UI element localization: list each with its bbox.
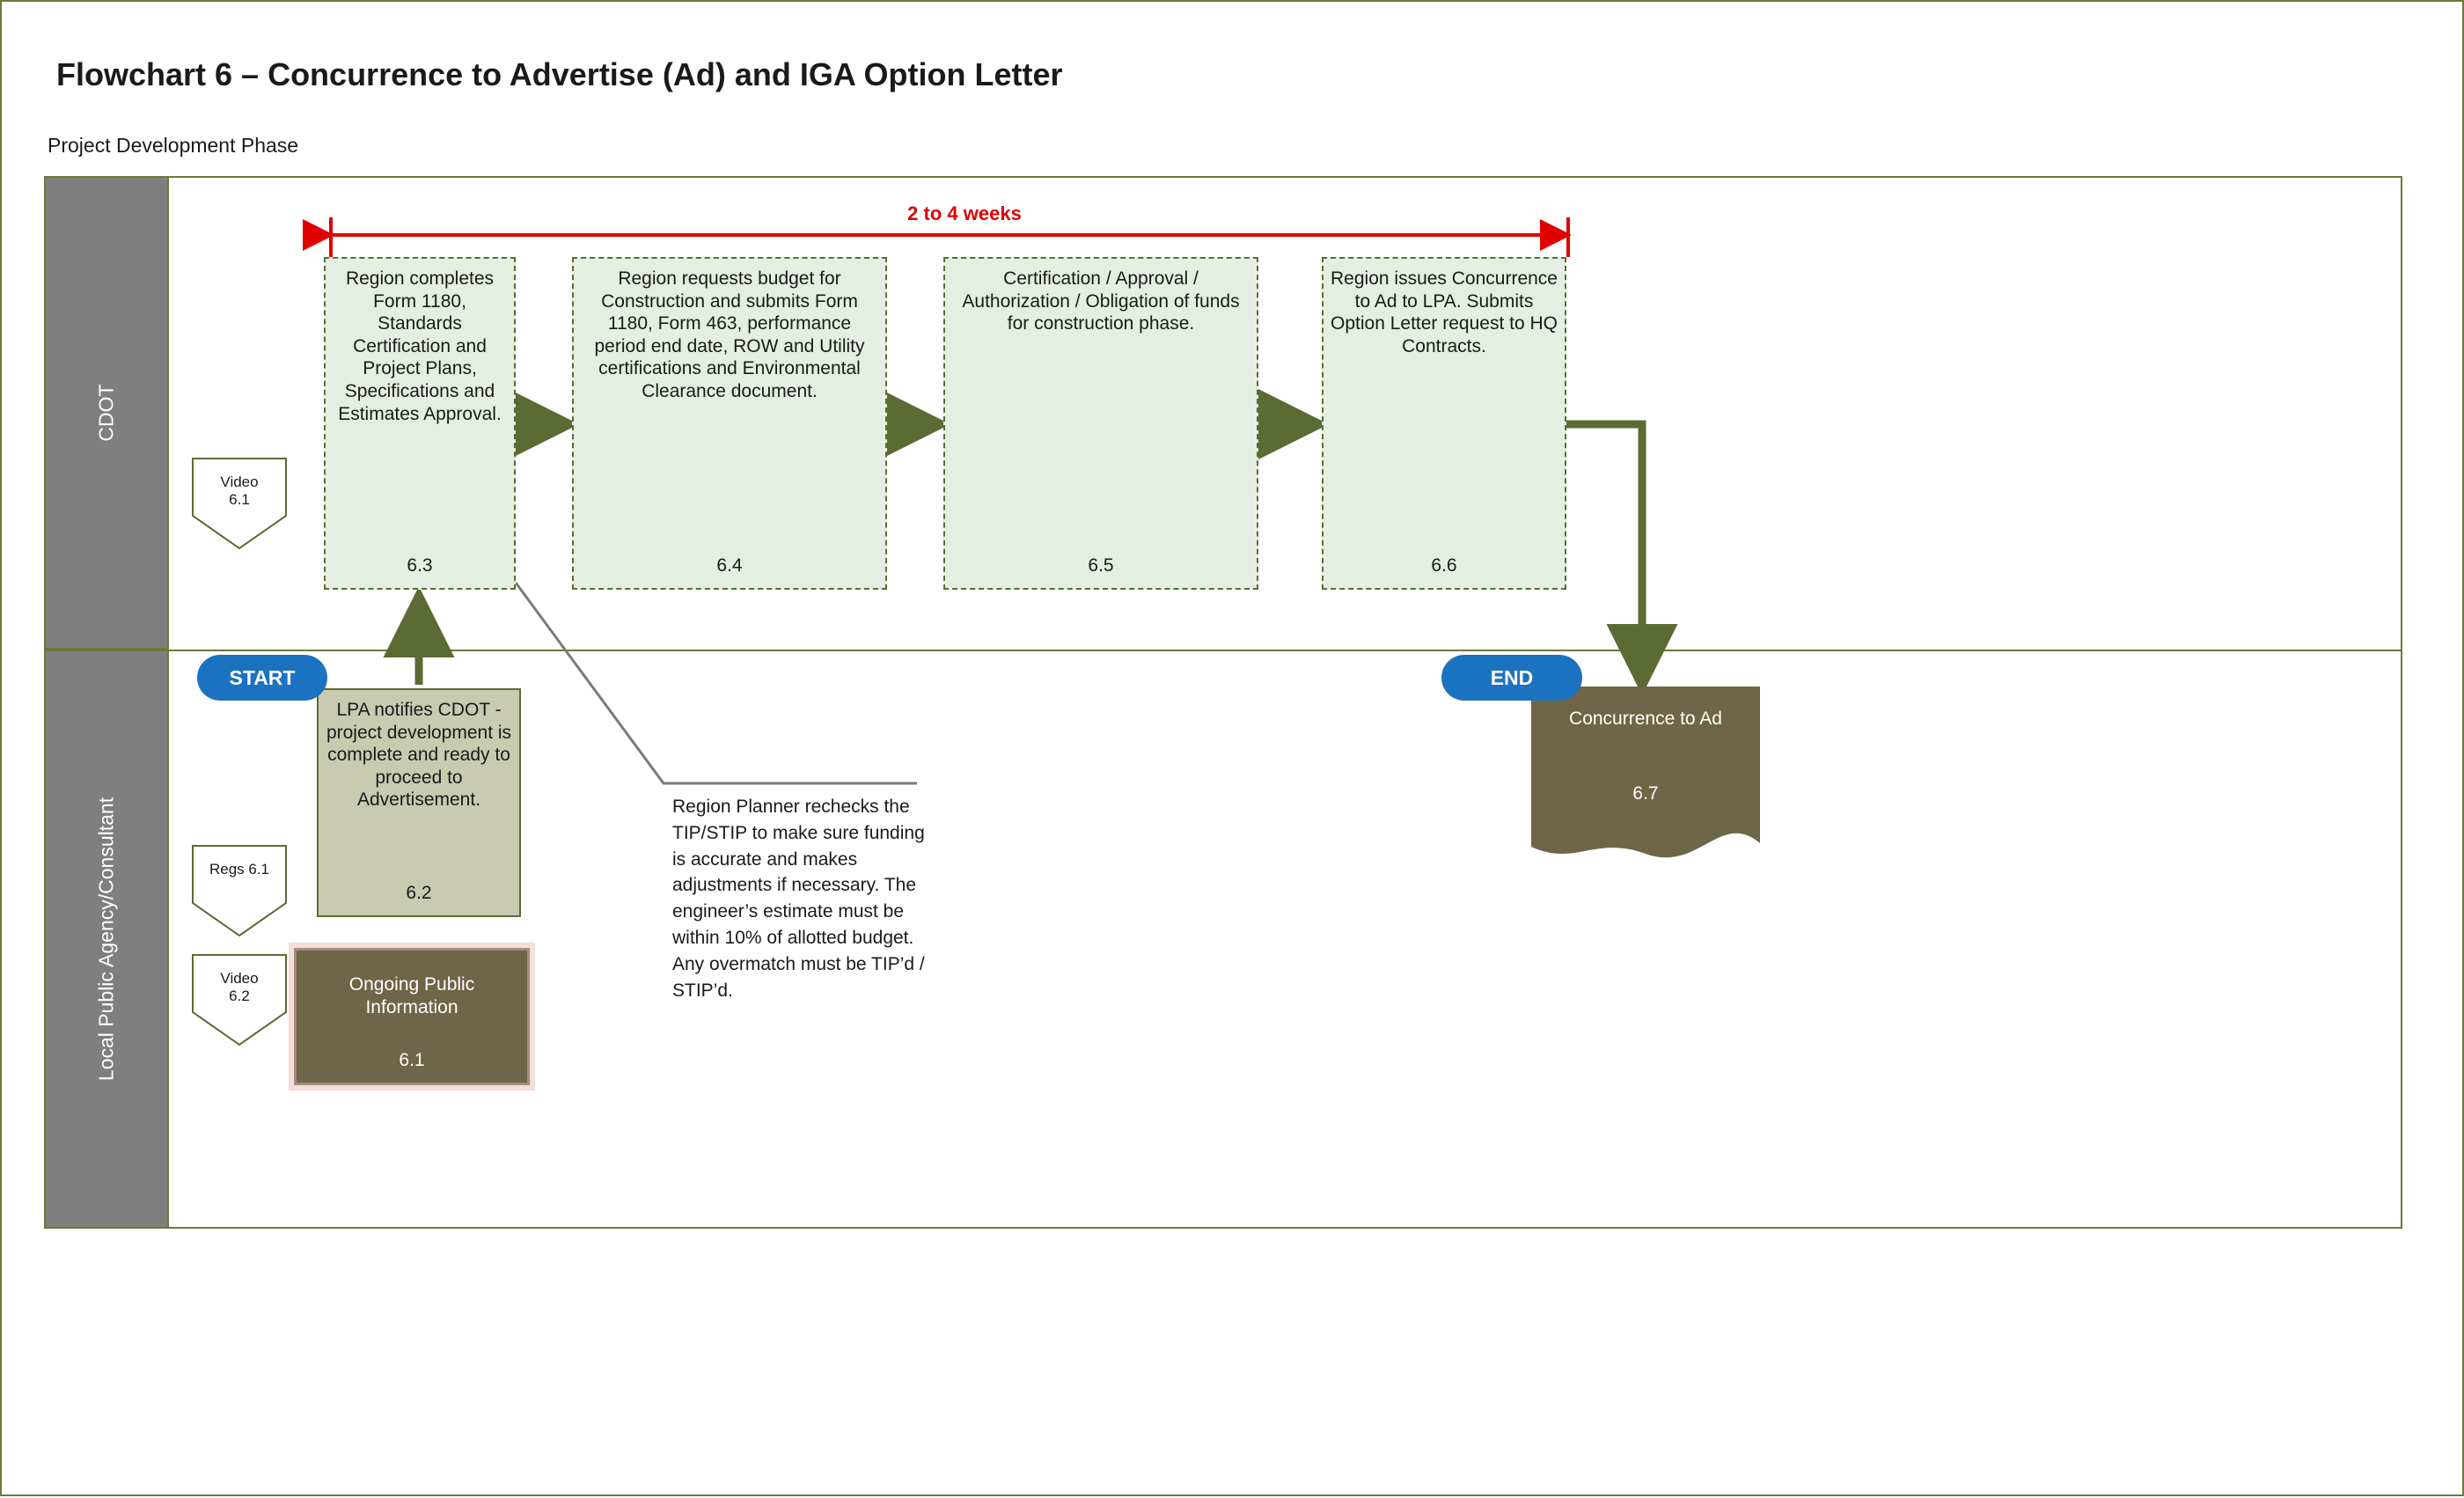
process-box-6-4-number: 6.4 [716, 555, 743, 576]
duration-label: 2 to 4 weeks [907, 202, 1022, 224]
process-box-6-5-text: Certification / Approval / Authorization / Obligation of funds for construction phase. [962, 268, 1240, 334]
process-box-6-1[interactable] [294, 948, 530, 1085]
pentagon-shape [192, 845, 287, 936]
lane-label-lpa: Local Public Agency/Consultant [94, 797, 118, 1082]
lane-header-lpa [44, 650, 169, 1229]
process-box-6-2-text: LPA notifies CDOT - project development is complete and ready to proceed to Advertisement. [326, 700, 512, 811]
process-box-6-1-number: 6.1 [399, 1050, 425, 1071]
process-box-6-4[interactable] [572, 257, 887, 590]
marker-regs-6-1-line1: Regs 6.1 [209, 861, 270, 878]
end-marker[interactable]: END [1441, 655, 1582, 701]
process-box-6-2-number: 6.2 [406, 883, 432, 904]
process-box-6-2[interactable] [317, 688, 521, 917]
marker-regs-6-1[interactable] [192, 845, 287, 936]
process-box-6-6[interactable] [1322, 257, 1566, 590]
marker-video-6-2[interactable] [192, 954, 287, 1046]
page-title: Flowchart 6 – Concurrence to Advertise (Ad) and IGA Option Letter [56, 56, 1063, 92]
swimlane-divider [44, 650, 2402, 651]
process-box-6-4-text: Region requests budget for Construction and submits Form 1180, Form 463, performance period end date, ROW and Utility certifications and Environmental Clearance document. [594, 268, 865, 402]
process-box-6-1-text: Ongoing Public Information [348, 974, 475, 1017]
marker-video-6-1-label [192, 474, 287, 510]
document-box-6-7-text: Concurrence to Ad [1569, 709, 1722, 729]
document-box-6-7-number: 6.7 [1632, 783, 1659, 804]
process-box-6-3[interactable] [324, 257, 516, 590]
marker-video-6-2-line1: Video [220, 970, 259, 987]
lane-label-cdot: CDOT [94, 384, 118, 442]
process-box-6-6-number: 6.6 [1431, 555, 1457, 576]
process-box-6-5[interactable] [943, 257, 1258, 590]
marker-video-6-1[interactable] [192, 458, 287, 549]
process-box-6-3-text: Region completes Form 1180, Standards Certification and Project Plans, Specifications and Estimates Approval. [338, 268, 502, 424]
marker-video-6-1-line1: Video [220, 474, 259, 490]
marker-video-6-1-line2: 6.1 [229, 491, 250, 509]
process-box-6-3-number: 6.3 [407, 555, 433, 576]
start-marker[interactable]: START [197, 655, 327, 701]
lane-header-cdot [44, 176, 169, 650]
annotation-note: Region Planner rechecks the TIP/STIP to make sure funding is accurate and makes adjustments if necessary. The engineer’s estimate must be within 10% of allotted budget. Any overmatch must be TIP’d / STIP’d. [672, 797, 925, 1001]
marker-video-6-2-line2: 6.2 [229, 988, 250, 1005]
document-box-6-7[interactable] [1531, 687, 1760, 871]
process-box-6-5-number: 6.5 [1088, 555, 1114, 576]
marker-video-6-2-label [192, 970, 287, 1006]
process-box-6-6-text: Region issues Concurrence to Ad to LPA. Submits Option Letter request to HQ Contracts. [1331, 268, 1558, 356]
phase-subtitle: Project Development Phase [48, 134, 299, 157]
marker-regs-6-1-label [192, 861, 287, 878]
